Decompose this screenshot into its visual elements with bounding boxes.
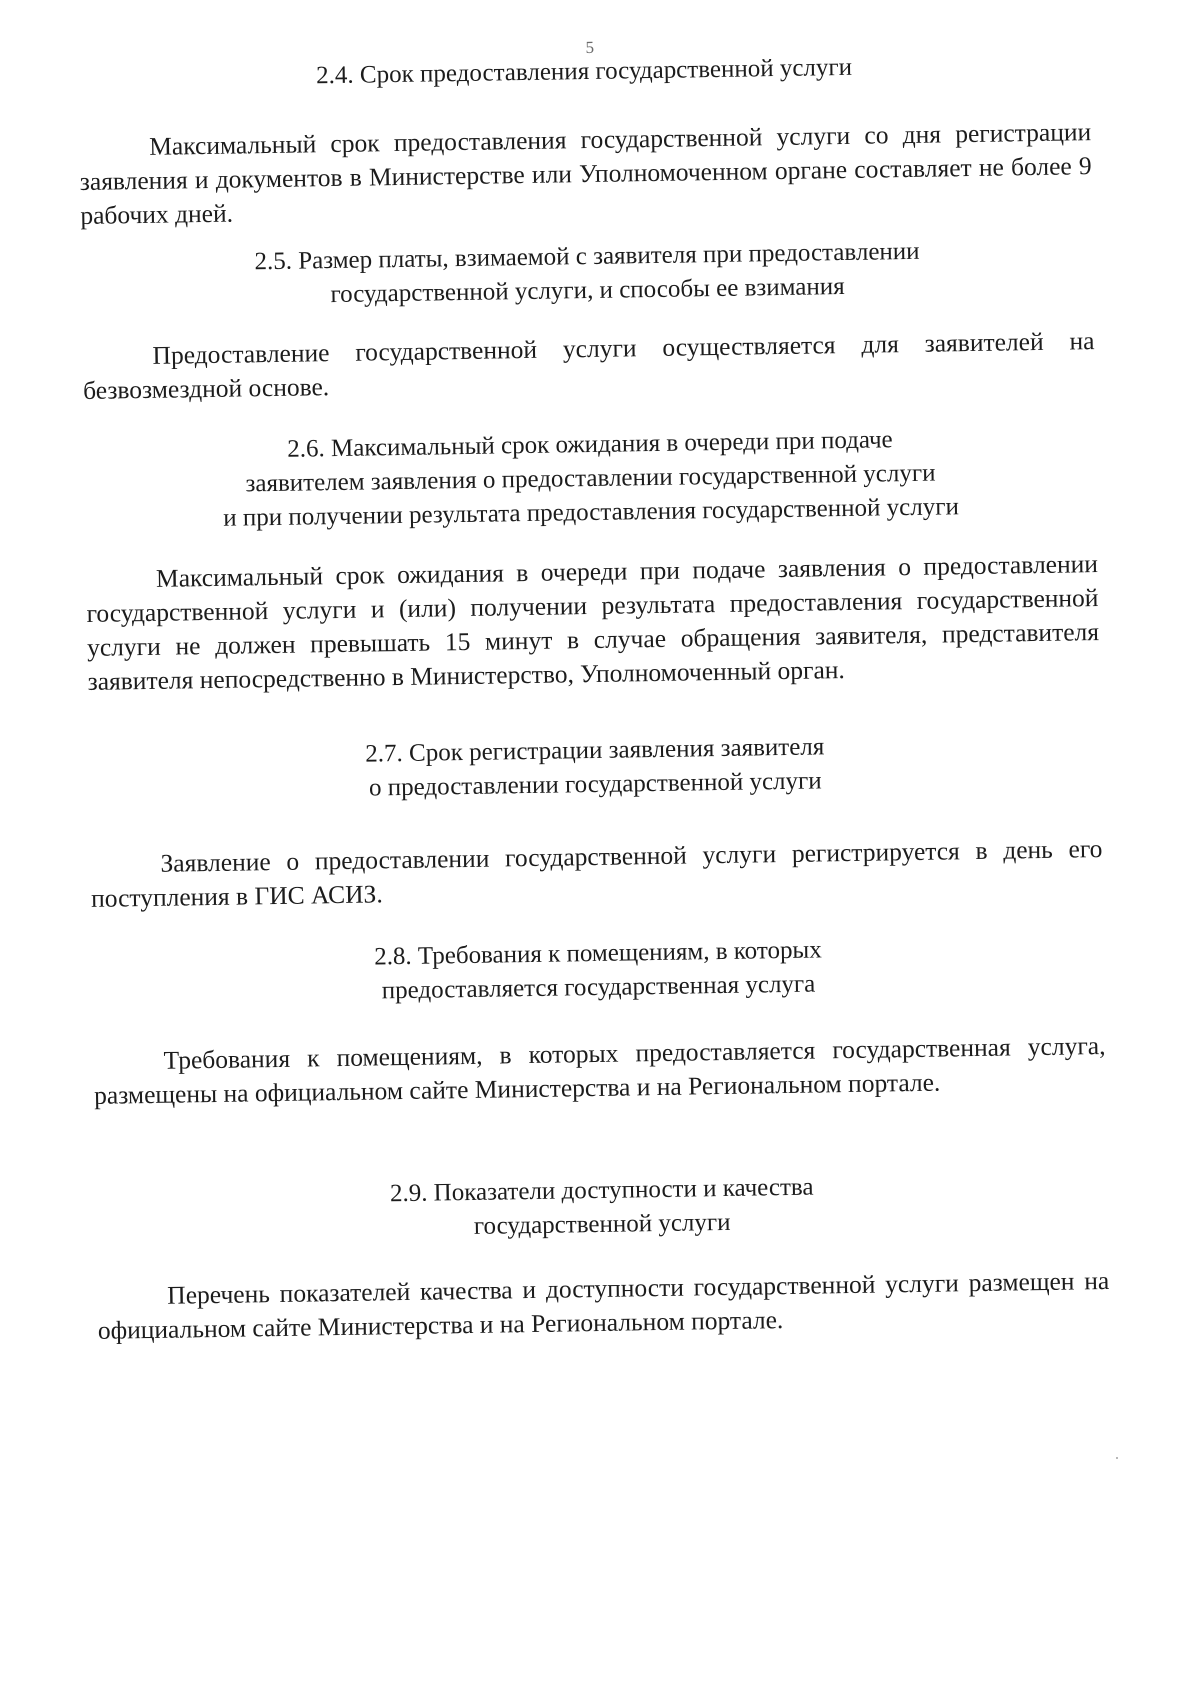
section-heading-2-9 <box>96 1166 1109 1250</box>
heading-line: 2.8. Требования к помещениям, в которых <box>373 936 822 971</box>
heading-line: государственной услуги <box>473 1208 731 1240</box>
section-paragraph-2-8: Требования к помещениям, в которых предоставляется государственная услуга, размещены на официальном сайте Министерства и на Региональном портале. <box>93 1030 1106 1110</box>
heading-line: 2.6. Максимальный срок ожидания в очереди при подаче <box>287 426 893 463</box>
heading-line: государственной услуги, и способы ее взимания <box>330 272 845 309</box>
section-heading-2-7 <box>89 726 1102 810</box>
section-paragraph-2-6: Максимальный срок ожидания в очереди при подаче заявления о предоставлении государственной услуги и (или) получении результата предоставления государственной услуги не должен превышать 15 минут в случае обращения заявителя, представителя заявителя непосредственно в Министерство, Уполномоченный орган. <box>86 549 1100 696</box>
section-paragraph-2-9: Перечень показателей качества и доступности государственной услуги размещен на официальном сайте Министерства и на Региональном портале. <box>97 1265 1110 1345</box>
document-body <box>77 0 1113 1703</box>
section-paragraph-2-5: Предоставление государственной услуги осуществляется для заявителей на безвозмездной основе. <box>82 326 1095 405</box>
heading-line: и при получении результата предоставления государственной услуги <box>223 493 960 532</box>
section-heading-2-6 <box>84 420 1097 538</box>
section-paragraph-2-7: Заявление о предоставлении государственной услуги регистрируется в день его поступления в ГИС АСИЗ. <box>90 834 1103 913</box>
heading-line: заявителем заявления о предоставлении государственной услуги <box>245 459 936 498</box>
heading-line: о предоставлении государственной услуги <box>368 767 822 802</box>
section-heading-2-8 <box>92 929 1105 1013</box>
section-heading-2-5 <box>81 232 1094 316</box>
heading-line: 2.9. Показатели доступности и качества <box>389 1173 814 1208</box>
heading-line: предоставляется государственная услуга <box>381 970 816 1005</box>
section-paragraph-2-4: Максимальный срок предоставления государственной услуги со дня регистрации заявления и документов в Министерстве или Уполномоченном органе составляет не более 9 рабочих дней. <box>79 117 1092 230</box>
heading-line: 2.5. Размер платы, взимаемой с заявителя при предоставлении <box>254 237 920 276</box>
page-number: 5 <box>585 37 595 58</box>
heading-line: 2.7. Срок регистрации заявления заявителя <box>365 733 825 768</box>
heading-line: 2.4. Срок предоставления государственной услуги <box>315 53 853 90</box>
scan-artifact <box>1116 1457 1118 1459</box>
